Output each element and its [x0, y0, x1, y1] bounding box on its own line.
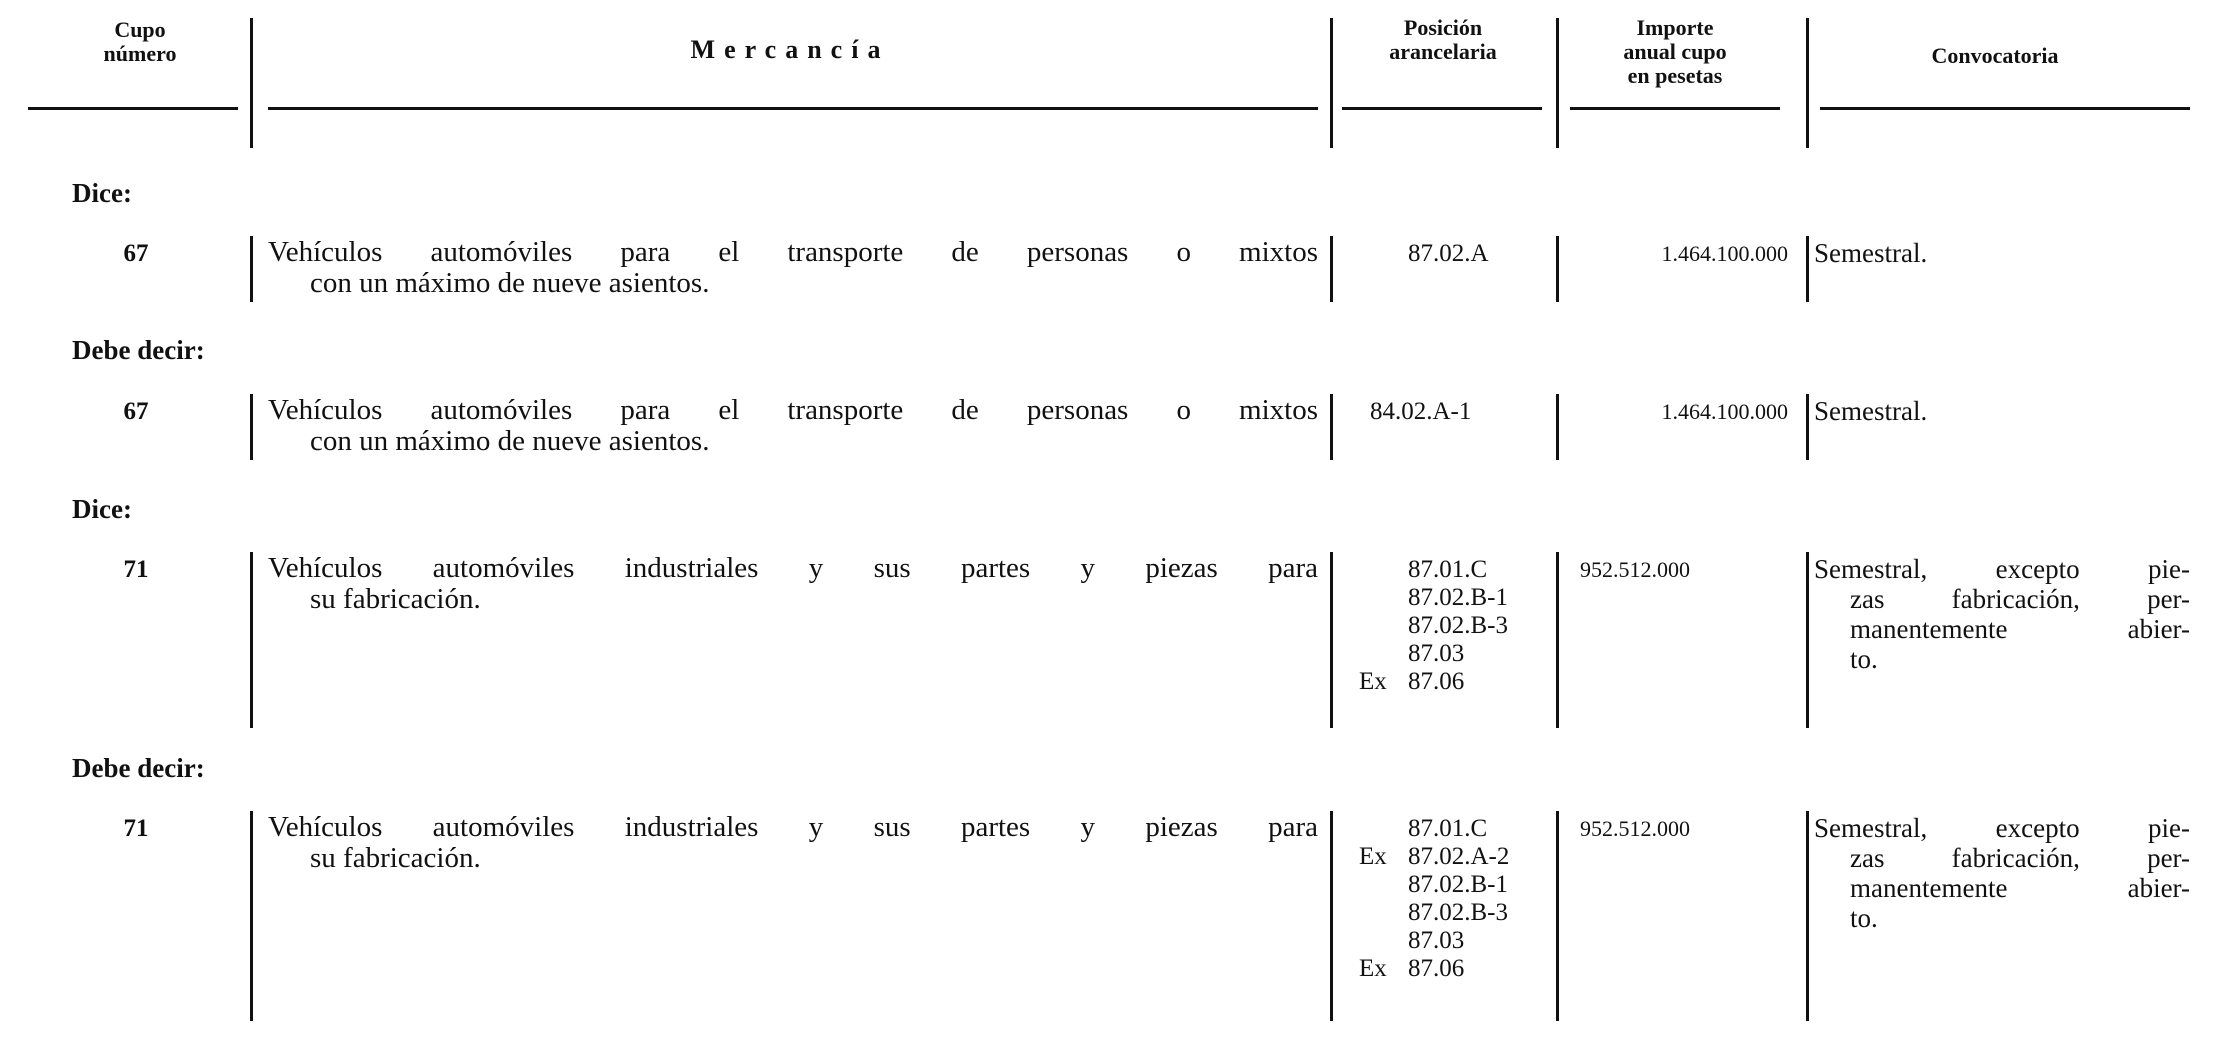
posicion-code: 87.03	[1408, 640, 1465, 667]
header-posicion-line2: arancelaria	[1389, 39, 1497, 64]
posicion-code-ex	[1330, 668, 1550, 696]
header-sep-4	[1806, 18, 1809, 148]
mercancia-text	[268, 553, 1318, 615]
col-sep-posicion	[1556, 394, 1559, 460]
importe-value: 952.512.000	[1580, 816, 1690, 841]
posicion-code: 87.06	[1408, 668, 1465, 695]
posicion-code: 87.02.A-2	[1408, 843, 1510, 870]
header-posicion-line1: Posición	[1403, 15, 1483, 40]
convocatoria-line: Semestral.	[1814, 238, 1928, 268]
importe-value: 952.512.000	[1580, 557, 1690, 582]
posicion-prefix: Ex	[1359, 668, 1387, 695]
posicion-code: 87.06	[1408, 955, 1465, 982]
convocatoria-line: manentemente abier-	[1850, 873, 2190, 903]
convocatoria-text	[1814, 396, 2190, 426]
cupo-number: 67	[123, 240, 149, 267]
col-sep-left	[250, 811, 253, 1021]
posicion-list	[1330, 240, 1550, 268]
mercancia-line1: Vehículos automóviles para el transporte de personas o mixtos	[268, 394, 1318, 426]
convocatoria-line: manentemente abier-	[1850, 614, 2190, 644]
header-rule-cupo	[28, 107, 238, 110]
posicion-code: 87.02.B-3	[1408, 612, 1508, 639]
posicion-code: 87.01.C	[1408, 815, 1488, 842]
posicion-list	[1330, 815, 1550, 983]
posicion-code: 87.01.C	[1408, 556, 1488, 583]
header-rule-convocatoria	[1820, 107, 2190, 110]
header-posicion	[1338, 16, 1548, 64]
col-sep-posicion	[1556, 552, 1559, 728]
convocatoria-line: Semestral, excepto pie-	[1814, 554, 2190, 584]
header-mercancia: Mercancía	[690, 35, 890, 64]
posicion-code: 87.03	[1408, 927, 1465, 954]
col-sep-left	[250, 394, 253, 460]
col-sep-posicion	[1556, 236, 1559, 302]
convocatoria-line: to.	[1850, 644, 1878, 674]
posicion-code: 84.02.A-1	[1370, 398, 1472, 425]
mercancia-line2: su fabricación.	[310, 842, 481, 874]
posicion-list	[1330, 556, 1550, 696]
convocatoria-text	[1814, 238, 2190, 268]
posicion-prefix: Ex	[1359, 955, 1387, 982]
convocatoria-line: Semestral, excepto pie-	[1814, 813, 2190, 843]
header-rule-importe	[1570, 107, 1780, 110]
header-sep-2	[1330, 18, 1333, 148]
mercancia-line2: con un máximo de nueve asientos.	[310, 267, 710, 299]
convocatoria-text	[1814, 554, 2190, 674]
header-cupo	[60, 18, 220, 66]
header-convocatoria: Convocatoria	[1931, 43, 2059, 68]
posicion-prefix: Ex	[1359, 843, 1387, 870]
section-label: Debe decir:	[72, 335, 205, 365]
importe-value: 1.464.100.000	[1661, 241, 1788, 266]
importe-value: 1.464.100.000	[1661, 399, 1788, 424]
posicion-code: 87.02.A	[1408, 240, 1489, 267]
mercancia-line1: Vehículos automóviles para el transporte de personas o mixtos	[268, 236, 1318, 268]
col-sep-left	[250, 552, 253, 728]
cupo-number: 71	[123, 815, 149, 842]
header-importe-line2: anual cupo	[1623, 39, 1727, 64]
convocatoria-text	[1814, 813, 2190, 933]
mercancia-line1: Vehículos automóviles industriales y sus partes y piezas para	[268, 811, 1318, 843]
section-label: Dice:	[72, 494, 132, 524]
header-cupo-line1: Cupo	[114, 17, 166, 42]
mercancia-line2: su fabricación.	[310, 583, 481, 615]
mercancia-line1: Vehículos automóviles industriales y sus partes y piezas para	[268, 552, 1318, 584]
posicion-list	[1330, 398, 1550, 426]
col-sep-importe	[1806, 394, 1809, 460]
convocatoria-line: zas fabricación, per-	[1850, 843, 2190, 873]
posicion-code-ex	[1330, 955, 1550, 983]
col-sep-left	[250, 236, 253, 302]
section-label: Debe decir:	[72, 753, 205, 783]
col-sep-importe	[1806, 236, 1809, 302]
mercancia-text	[268, 395, 1318, 457]
header-rule-posicion	[1342, 107, 1542, 110]
mercancia-text	[268, 812, 1318, 874]
convocatoria-line: Semestral.	[1814, 396, 1928, 426]
convocatoria-line: to.	[1850, 903, 1878, 933]
cupo-number: 71	[123, 556, 149, 583]
col-sep-importe	[1806, 811, 1809, 1021]
col-sep-posicion	[1556, 811, 1559, 1021]
header-sep-3	[1556, 18, 1559, 148]
col-sep-importe	[1806, 552, 1809, 728]
header-importe-line1: Importe	[1636, 15, 1714, 40]
header-rule-mercancia	[268, 107, 1318, 110]
posicion-code: 87.02.B-3	[1408, 899, 1508, 926]
header-sep-1	[250, 18, 253, 148]
header-importe-line3: en pesetas	[1627, 63, 1723, 88]
mercancia-line2: con un máximo de nueve asientos.	[310, 425, 710, 457]
section-label: Dice:	[72, 178, 132, 208]
posicion-code: 87.02.B-1	[1408, 871, 1508, 898]
convocatoria-line: zas fabricación, per-	[1850, 584, 2190, 614]
mercancia-text	[268, 237, 1318, 299]
header-importe	[1570, 16, 1780, 88]
posicion-code: 87.02.B-1	[1408, 584, 1508, 611]
cupo-number: 67	[123, 398, 149, 425]
posicion-code-ex	[1330, 843, 1550, 871]
header-cupo-line2: número	[103, 41, 177, 66]
